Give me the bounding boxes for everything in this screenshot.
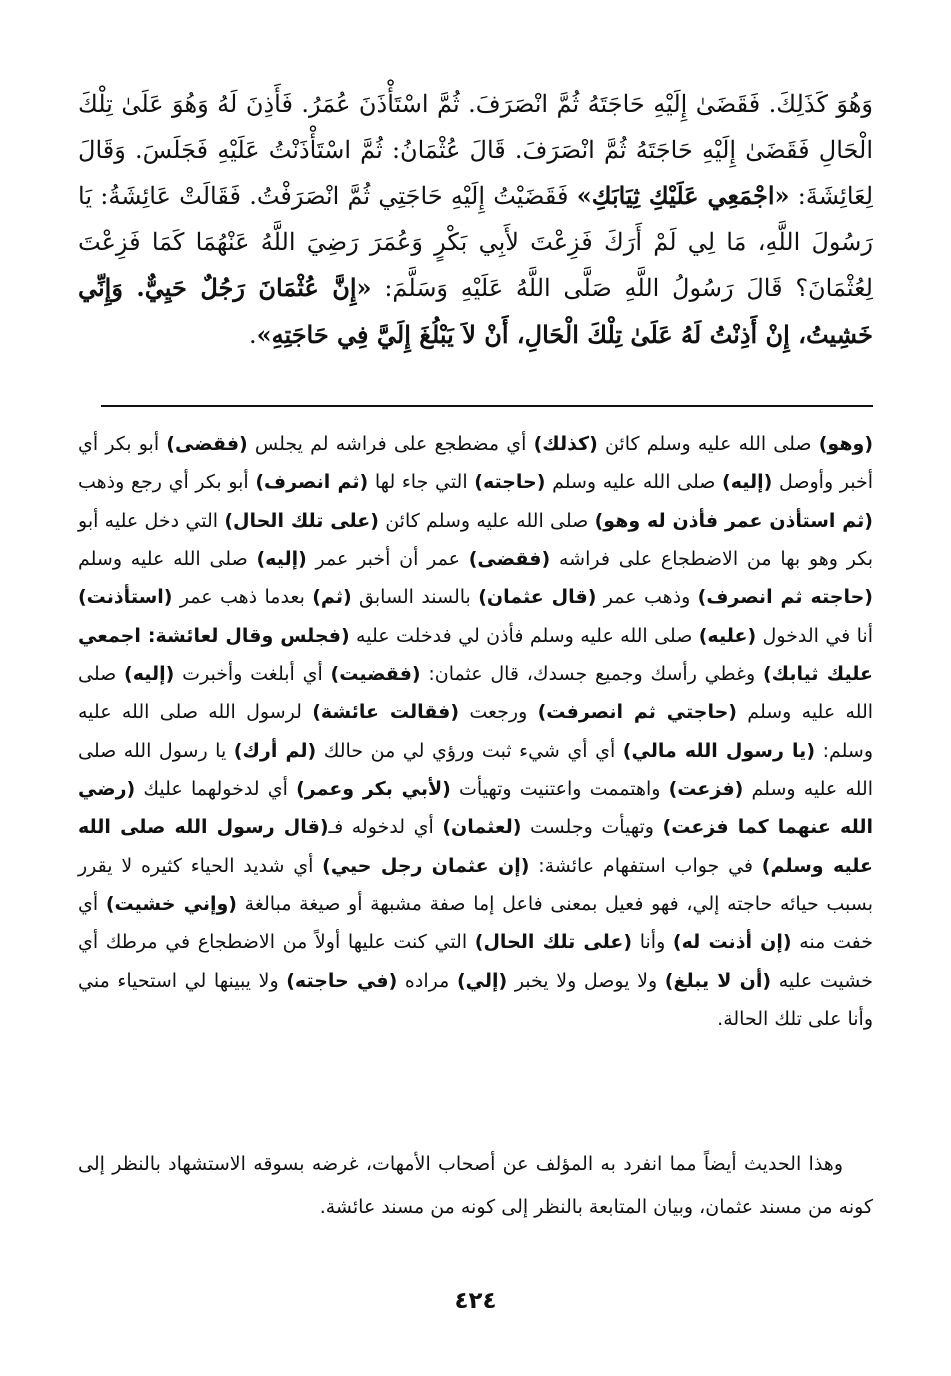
commentary-text-run: في جواب استفهام عائشة: bbox=[529, 854, 762, 877]
commentary-bold-phrase: (كذلك) bbox=[533, 433, 598, 455]
commentary-text-run: التي دخل عليه أبو بكر وهو بها من الاضطجاع على فراشه bbox=[78, 509, 874, 571]
commentary-text-run: أي شديد الحياء كثيره لا يقرر بسبب حيائه حاجته إلي، فهو فعيل بمعنى فاعل إما صفة مشبهة أو صيغة مبالغة bbox=[78, 854, 873, 916]
hadith-text-run: . bbox=[248, 320, 257, 349]
footnote-divider bbox=[101, 405, 873, 407]
commentary-bold-phrase: (إلي) bbox=[456, 969, 508, 992]
commentary-bold-phrase: (على تلك الحال) bbox=[474, 931, 633, 954]
commentary-bold-phrase: (إليه) bbox=[124, 663, 175, 686]
commentary-text-run: واهتممت واعتنيت وتهيأت bbox=[450, 778, 669, 801]
commentary-text-run: مراده bbox=[397, 969, 457, 992]
commentary-text-run: بعدما ذهب عمر bbox=[172, 586, 313, 609]
commentary-bold-phrase: (حاجتي ثم انصرفت) bbox=[537, 701, 737, 724]
commentary-bold-phrase: (ثم انصرف) bbox=[255, 471, 369, 494]
commentary-bold-phrase: (وهو) bbox=[818, 433, 873, 455]
commentary-bold-phrase: (يا رسول الله مالي) bbox=[622, 739, 816, 762]
commentary-bold-phrase: (ثم استأذن عمر فأذن له وهو) bbox=[594, 509, 873, 532]
commentary-bold-phrase: (قال عثمان) bbox=[478, 586, 597, 609]
commentary-bold-phrase: (حاجته ثم انصرف) bbox=[697, 586, 873, 609]
commentary-text-run: ولا يوصل ولا يخبر bbox=[507, 969, 665, 992]
commentary-bold-phrase: (إليه) bbox=[722, 471, 773, 494]
commentary-bold-phrase: (أن لا يبلغ) bbox=[664, 969, 772, 992]
commentary-text-run: أي لدخوله فـ bbox=[328, 816, 443, 839]
commentary-text-run: صلى الله عليه وسلم كائن bbox=[597, 433, 819, 455]
commentary-text-run: صلى الله عليه وسلم كائن bbox=[378, 509, 595, 532]
commentary-bold-phrase: (إن أذنت له) bbox=[672, 931, 792, 954]
commentary-bold-phrase: (استأذنت) bbox=[78, 586, 173, 609]
commentary-text-run: ولا يبينها لي استحياء مني وأنا على تلك الحالة. bbox=[78, 969, 873, 1031]
commentary-bold-phrase: (إليه) bbox=[256, 548, 307, 571]
commentary-bold-phrase: (حاجته) bbox=[474, 471, 546, 494]
commentary-bold-phrase: (فقضيت) bbox=[330, 663, 421, 686]
commentary-text-run: أي لدخولهما عليك bbox=[135, 778, 297, 801]
commentary-text-run: صلى الله عليه وسلم bbox=[545, 471, 723, 494]
commentary-bold-phrase: (لم أرك) bbox=[233, 739, 317, 762]
commentary-bold-phrase: (فزعت) bbox=[668, 778, 744, 801]
commentary-text-run: ورجعت bbox=[459, 701, 538, 724]
commentary-text-run: أبو بكر أي رجع وذهب bbox=[78, 471, 256, 494]
commentary-text-run: لرسول الله صلى الله عليه وسلم: bbox=[78, 701, 873, 762]
commentary-text bbox=[78, 425, 873, 1039]
commentary-bold-phrase: (لعثمان) bbox=[442, 816, 522, 839]
commentary-text-run: أنا في الدخول bbox=[756, 624, 873, 647]
commentary-text-run: وأنا bbox=[632, 931, 673, 954]
commentary-bold-phrase: (في حاجته) bbox=[286, 969, 398, 992]
commentary-text-run: أي مضطجع على فراشه لم يجلس bbox=[247, 433, 534, 455]
hadith-main-text bbox=[78, 82, 873, 358]
commentary-text-run: عمر أن أخبر عمر bbox=[306, 548, 469, 571]
hadith-text-run: وَهُوَ كَذَلِكَ. فَقَضَىٰ إِلَيْهِ حَاجَتَهُ ثُمَّ انْصَرَفَ. ثُمَّ اسْتَأْذَنَ عُمَرُ. فَأَذِنَ لَهُ وَهُوَ عَلَىٰ تِلْكَ الْحَالِ فَقَضَىٰ إِلَيْهِ حَاجَتَهُ ثُمَّ انْصَرَفَ. قَالَ عُثْمَانُ: ثُمَّ اسْتَأْذَنْتُ عَلَيْهِ فَجَلَسَ. وَقَالَ لِعَائِشَةَ: bbox=[78, 90, 874, 210]
commentary-bold-phrase: (فقالت عائشة) bbox=[312, 701, 460, 724]
commentary-bold-phrase: (فجلس وقال لعائشة: اجمعي عليك ثيابك) bbox=[78, 624, 873, 686]
commentary-bold-phrase: (لأبي بكر وعمر) bbox=[296, 778, 451, 801]
commentary-bold-phrase: (قال رسول الله صلى الله عليه وسلم) bbox=[78, 816, 873, 877]
commentary-text-run: وتهيأت وجلست bbox=[521, 816, 663, 839]
page-number: ٤٢٤ bbox=[454, 1288, 497, 1314]
commentary-bold-phrase: (إن عثمان رجل حيي) bbox=[322, 854, 530, 877]
commentary-text-run: أي أبلغت وأخبرت bbox=[174, 663, 331, 686]
commentary-text-run: صلى الله عليه وسلم bbox=[78, 548, 257, 571]
commentary-text-run: التي جاء لها bbox=[368, 471, 475, 494]
hadith-bold-phrase: «إِنَّ عُثْمَانَ رَجُلٌ حَيِيٌّ. وَإِنِّي خَشِيتُ، إِنْ أَذِنْتُ لَهُ عَلَىٰ تِلْكَ الْحَالِ، أَنْ لاَ يَبْلُغَ إِلَيَّ فِي حَاجَتِهِ» bbox=[78, 273, 873, 349]
commentary-bold-phrase: (عليه) bbox=[698, 624, 757, 647]
commentary-text-run: بالسند السابق bbox=[351, 586, 479, 609]
commentary-text-run: أي أي شيء ثبت ورؤي لي من حالك bbox=[316, 739, 623, 762]
commentary-bold-phrase: (وإني خشيت) bbox=[105, 893, 237, 916]
commentary-text-run: يا رسول الله صلى الله عليه وسلم bbox=[78, 739, 873, 801]
commentary-bold-phrase: (فقضى) bbox=[166, 433, 248, 455]
commentary-text-run: وذهب عمر bbox=[596, 586, 698, 609]
commentary-bold-phrase: (ثم) bbox=[312, 586, 352, 609]
commentary-text-run: وغطي رأسك وجميع جسدك، قال عثمان: bbox=[420, 663, 763, 686]
commentary-text-run: أي خفت منه bbox=[78, 893, 873, 954]
commentary-text-run: صلى الله عليه وسلم فأذن لي فدخلت عليه bbox=[349, 624, 699, 647]
hadith-bold-phrase: «اجْمَعِي عَلَيْكِ ثِيَابَكِ» bbox=[576, 181, 790, 210]
commentary-bold-phrase: (على تلك الحال) bbox=[224, 509, 379, 532]
hadith-text-run: فَقَضَيْتُ إِلَيْهِ حَاجَتِي ثُمَّ انْصَرَفْتُ. فَقَالَتْ عَائِشَةُ: يَا رَسُولَ اللَّهِ، مَا لِي لَمْ أَرَكَ فَزِعْتَ لأَبِي بَكْرٍ وَعُمَرَ رَضِيَ اللَّهُ عَنْهُمَا كَمَا فَزِعْتَ لِعُثْمَانَ؟ قَالَ رَسُولُ اللَّهِ صَلَّى اللَّهُ عَلَيْهِ وَسَلَّمَ: bbox=[78, 182, 873, 302]
commentary-text-run: أبو بكر أي أخبر وأوصل bbox=[78, 433, 874, 494]
commentary-bold-phrase: (رضي الله عنهما كما فزعت) bbox=[78, 778, 873, 839]
commentary-bold-phrase: (فقضى) bbox=[468, 548, 551, 571]
closing-paragraph: وهذا الحديث أيضاً مما انفرد به المؤلف عن أصحاب الأمهات، غرضه بسوقه الاستشهاد بالنظر إلى كونه من مسند عثمان، وبيان المتابعة بالنظر إلى كونه من مسند عائشة. bbox=[78, 1153, 873, 1218]
commentary-text-run: التي كنت عليها أولاً من الاضطجاع في مرطك أي خشيت عليه bbox=[78, 931, 873, 992]
commentary-text-run: صلى الله عليه وسلم bbox=[78, 663, 874, 724]
